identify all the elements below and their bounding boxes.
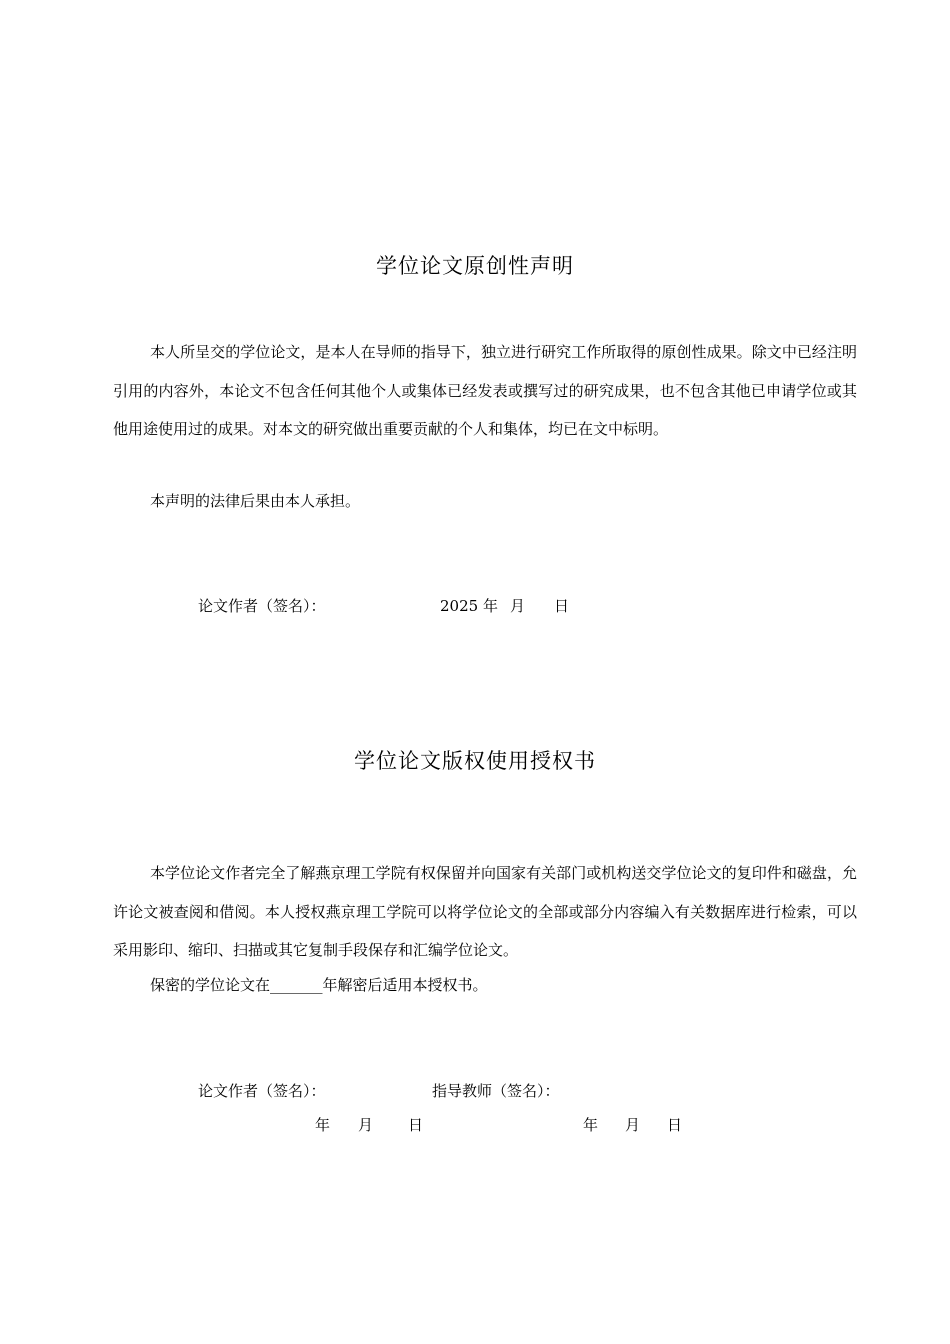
copyright-advisor-date-month: 月 — [625, 1116, 641, 1134]
originality-signature-label: 论文作者（签名）： — [198, 597, 326, 615]
copyright-title: 学位论文版权使用授权书 — [354, 749, 596, 773]
copyright-paragraph: 本学位论文作者完全了解燕京理工学院有权保留并向国家有关部门或机构送交学位论文的复印件和磁盘，允许论文被查阅和借阅。本人授权燕京理工学院可以将学位论文的全部或部分内容编入有关数据库进行检索，可以采用影印、缩印、扫描或其它复制手段保存和汇编学位论文。 — [113, 864, 857, 959]
originality-liability-paragraph: 本声明的法律后果由本人承担。 — [150, 492, 361, 510]
originality-date-day: 日 — [554, 597, 570, 615]
copyright-author-date-day: 日 — [408, 1116, 424, 1134]
originality-date-year: 2025 年 — [440, 597, 498, 615]
copyright-author-signature-label: 论文作者（签名）： — [198, 1082, 326, 1100]
originality-title: 学位论文原创性声明 — [376, 254, 574, 278]
originality-date-month: 月 — [510, 597, 526, 615]
copyright-advisor-date-year: 年 — [583, 1116, 599, 1134]
copyright-author-date-year: 年 — [315, 1116, 331, 1134]
copyright-author-date-month: 月 — [358, 1116, 374, 1134]
copyright-advisor-signature-label: 指导教师（签名）： — [432, 1082, 560, 1100]
copyright-advisor-date-day: 日 — [667, 1116, 683, 1134]
copyright-confidential-paragraph: 保密的学位论文在_______年解密后适用本授权书。 — [150, 976, 488, 994]
originality-paragraph: 本人所呈交的学位论文，是本人在导师的指导下，独立进行研究工作所取得的原创性成果。除文中已经注明引用的内容外，本论文不包含任何其他个人或集体已经发表或撰写过的研究成果，也不包含其他已申请学位或其他用途使用过的成果。对本文的研究做出重要贡献的个人和集体，均已在文中标明。 — [113, 343, 857, 438]
